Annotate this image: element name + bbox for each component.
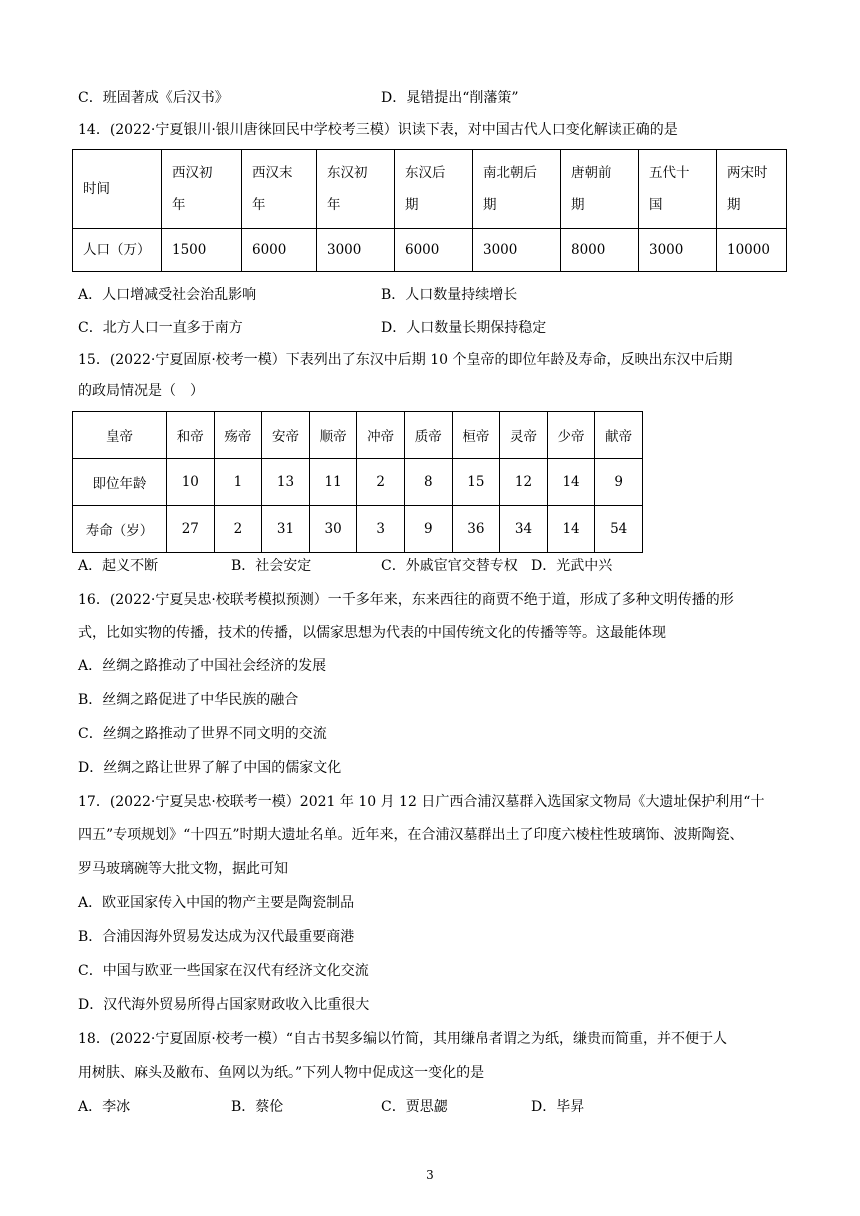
q15-option-a: A．起义不断: [78, 558, 159, 574]
q15-emperor-cell: 桓帝: [452, 412, 500, 459]
q15-emperor-cell: 灵帝: [500, 412, 548, 459]
q15-age-cell: 1: [214, 459, 262, 506]
q14-period-cell: 唐朝前 期: [561, 150, 639, 229]
q16-option-d: D．丝绸之路让世界了解了中国的儒家文化: [78, 760, 342, 776]
q17-option-b: B．合浦因海外贸易发达成为汉代最重要商港: [78, 929, 355, 945]
q15-emperor-cell: 少帝: [547, 412, 595, 459]
q15-age-cell: 2: [357, 459, 405, 506]
q17-stem-line1: 17．(2022·宁夏吴忠·校联考一模）2021 年 10 月 12 日广西合浦汉墓群入选国家文物局《大遗址保护利用“十: [78, 794, 765, 810]
q14-stem: 14．(2022·宁夏银川·银川唐徕回民中学校考三模）识读下表，对中国古代人口变化解读正确的是: [78, 122, 678, 138]
q15-emperor-cell: 献帝: [595, 412, 643, 459]
q15-lifespan-cell: 34: [500, 506, 548, 553]
q15-emperor-cell: 殇帝: [214, 412, 262, 459]
q15-age-cell: 14: [547, 459, 595, 506]
q14-period-cell: 西汉初 年: [162, 150, 242, 229]
q15-age-cell: 8: [404, 459, 452, 506]
q14-header-label: 时间: [73, 150, 162, 229]
q14-period-cell: 西汉末 年: [242, 150, 317, 229]
q17-stem-line2: 四五”专项规划》“十四五”时期大遗址名单。近年来，在合浦汉墓群出土了印度六棱柱性玻璃饰、波斯陶瓷、: [78, 827, 744, 843]
q14-period-cell: 东汉初 年: [317, 150, 395, 229]
q15-age-cell: 11: [309, 459, 357, 506]
q14-period-cell: 东汉后 期: [395, 150, 473, 229]
q14-value-cell: 10000: [717, 229, 787, 272]
q16-option-a: A．丝绸之路推动了中国社会经济的发展: [78, 658, 327, 674]
q15-lifespan-cell: 36: [452, 506, 500, 553]
page-number: 3: [426, 1168, 434, 1182]
q15-option-c: C．外戚宦官交替专权: [381, 558, 518, 574]
q15-age-cell: 10: [167, 459, 215, 506]
q15-lifespan-cell: 2: [214, 506, 262, 553]
q17-option-c: C．中国与欧亚一些国家在汉代有经济文化交流: [78, 963, 369, 979]
q18-option-b: B．蔡伦: [231, 1099, 284, 1115]
q14-option-b: B．人口数量持续增长: [381, 287, 518, 303]
q15-age-cell: 12: [500, 459, 548, 506]
q14-period-cell: 两宋时 期: [717, 150, 787, 229]
q15-lifespan-cell: 9: [404, 506, 452, 553]
q14-population-table: [72, 149, 787, 272]
q14-value-cell: 1500: [162, 229, 242, 272]
q15-stem-line1: 15．(2022·宁夏固原·校考一模）下表列出了东汉中后期 10 个皇帝的即位年龄及寿命，反映出东汉中后期: [78, 352, 733, 368]
q15-lifespan-label: 寿命（岁）: [73, 506, 167, 553]
q15-age-cell: 13: [262, 459, 310, 506]
q16-stem-line2: 式，比如实物的传播，技术的传播，以儒家思想为代表的中国传统文化的传播等等。这最能体现: [78, 625, 666, 641]
q16-stem-line1: 16．(2022·宁夏吴忠·校联考模拟预测）一千多年来，东来西往的商贾不绝于道，形成了多种文明传播的形: [78, 592, 734, 608]
q13-option-d: D．晁错提出“削藩策”: [381, 90, 519, 106]
q13-option-c: C．班固著成《后汉书》: [78, 90, 229, 106]
q14-value-cell: 6000: [395, 229, 473, 272]
q16-option-c: C．丝绸之路推动了世界不同文明的交流: [78, 726, 327, 742]
q14-value-cell: 3000: [639, 229, 717, 272]
q15-emperor-table: [72, 411, 643, 553]
q15-emperor-cell: 质帝: [404, 412, 452, 459]
q14-value-cell: 3000: [473, 229, 561, 272]
q14-option-a: A．人口增减受社会治乱影响: [78, 287, 257, 303]
q15-age-label: 即位年龄: [73, 459, 167, 506]
q15-stem-line2: 的政局情况是（ ）: [78, 383, 204, 399]
q14-option-c: C．北方人口一直多于南方: [78, 320, 243, 336]
q15-option-b: B．社会安定: [231, 558, 312, 574]
q14-period-cell: 五代十 国: [639, 150, 717, 229]
q15-option-d: D．光武中兴: [531, 558, 613, 574]
q14-option-d: D．人口数量长期保持稳定: [381, 320, 547, 336]
q18-option-d: D．毕昇: [531, 1099, 585, 1115]
q17-stem-line3: 罗马玻璃碗等大批文物，据此可知: [78, 861, 288, 877]
q15-age-cell: 15: [452, 459, 500, 506]
q15-lifespan-cell: 27: [167, 506, 215, 553]
q15-lifespan-cell: 31: [262, 506, 310, 553]
q14-period-cell: 南北朝后 期: [473, 150, 561, 229]
q14-value-cell: 3000: [317, 229, 395, 272]
q17-option-a: A．欧亚国家传入中国的物产主要是陶瓷制品: [78, 895, 355, 911]
q16-option-b: B．丝绸之路促进了中华民族的融合: [78, 692, 299, 708]
q15-lifespan-cell: 30: [309, 506, 357, 553]
q17-option-d: D．汉代海外贸易所得占国家财政收入比重很大: [78, 997, 370, 1013]
q18-option-a: A．李冰: [78, 1099, 131, 1115]
q18-stem-line1: 18．(2022·宁夏固原·校考一模）“自古书契多编以竹简，其用缣帛者谓之为纸，缣贵而简重，并不便于人: [78, 1031, 727, 1047]
q15-age-cell: 9: [595, 459, 643, 506]
q15-emperor-cell: 和帝: [167, 412, 215, 459]
q15-lifespan-cell: 3: [357, 506, 405, 553]
q14-value-cell: 6000: [242, 229, 317, 272]
q15-emperor-cell: 冲帝: [357, 412, 405, 459]
q15-emperor-cell: 顺帝: [309, 412, 357, 459]
q14-row-label: 人口（万）: [73, 229, 162, 272]
q18-option-c: C．贾思勰: [381, 1099, 448, 1115]
q15-lifespan-cell: 54: [595, 506, 643, 553]
q15-header-label: 皇帝: [73, 412, 167, 459]
q14-value-cell: 8000: [561, 229, 639, 272]
q15-lifespan-cell: 14: [547, 506, 595, 553]
q18-stem-line2: 用树肤、麻头及敝布、鱼网以为纸。”下列人物中促成这一变化的是: [78, 1065, 485, 1081]
q15-emperor-cell: 安帝: [262, 412, 310, 459]
